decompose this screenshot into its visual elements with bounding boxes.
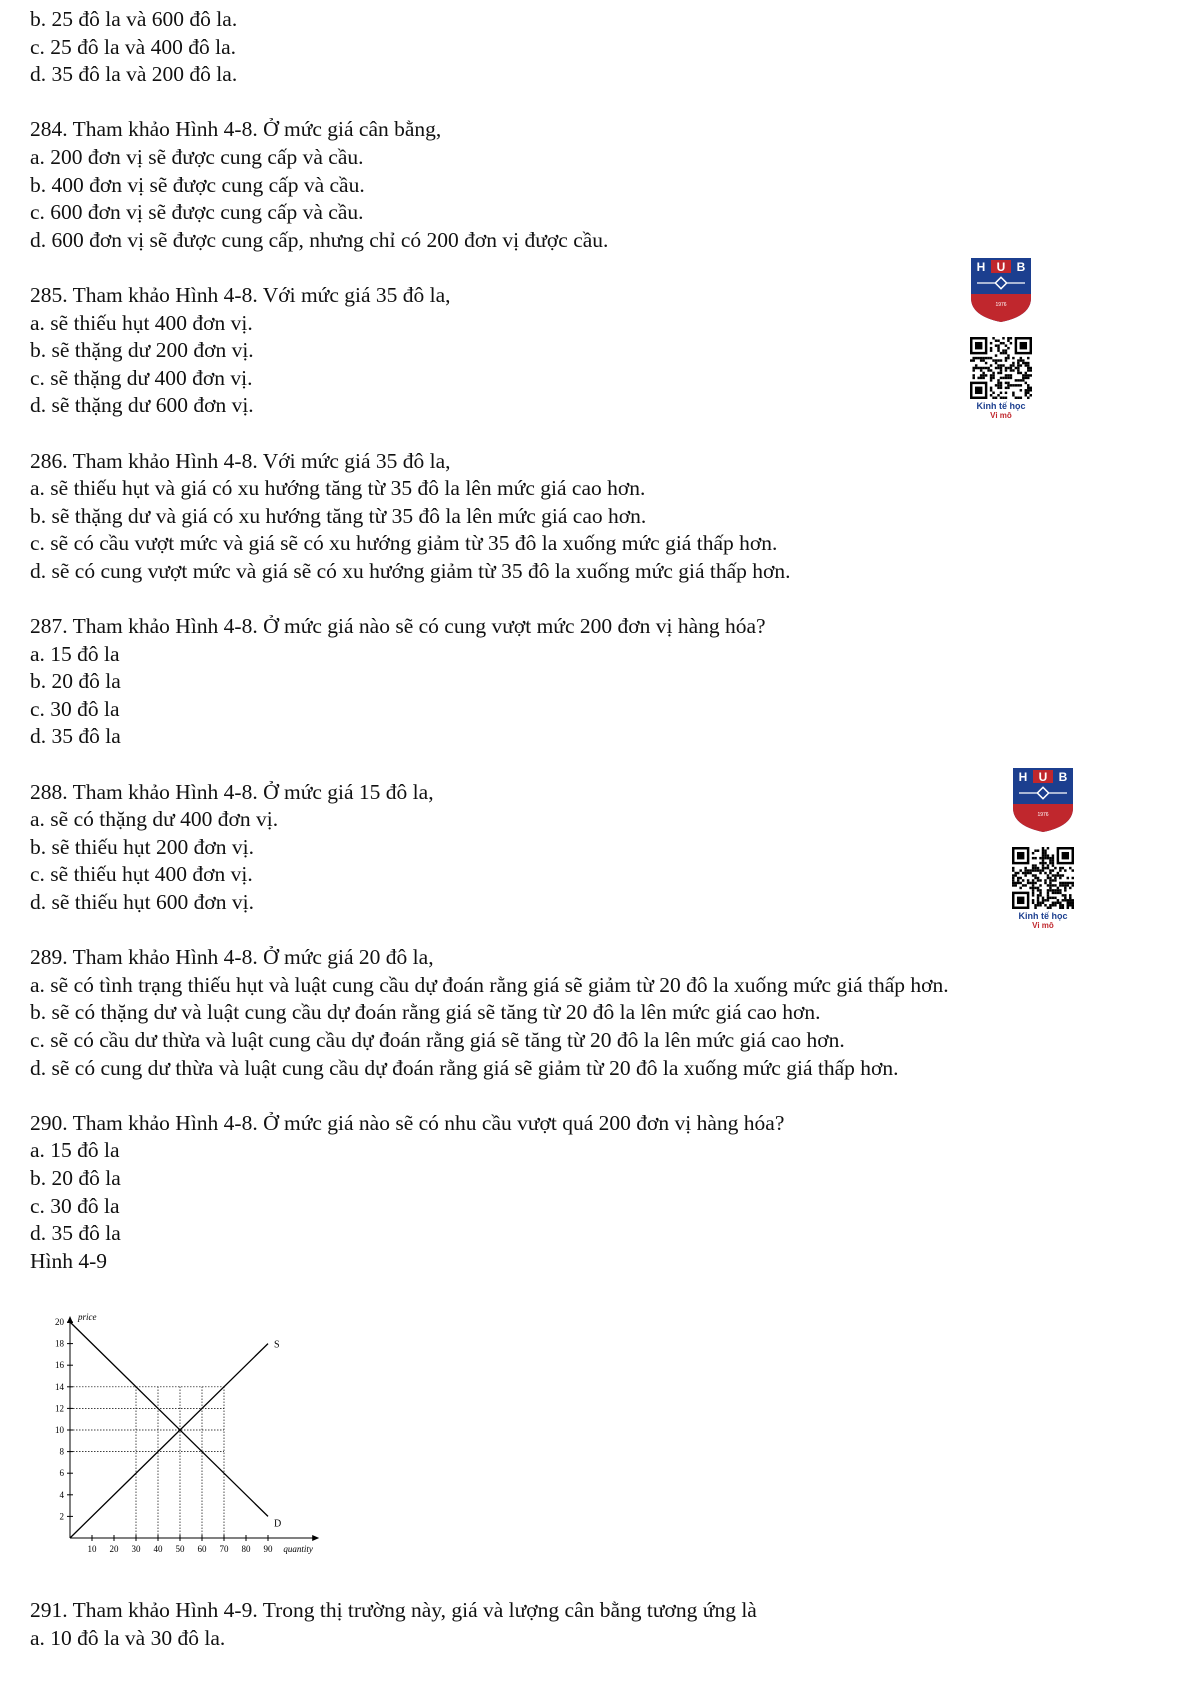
question-stem: 286. Tham khảo Hình 4-8. Với mức giá 35 đô la, <box>30 448 451 473</box>
x-tick-label: 60 <box>197 1544 207 1554</box>
y-tick-label: 16 <box>55 1360 64 1371</box>
question-stem: 291. Tham khảo Hình 4-9. Trong thị trường này, giá và lượng cân bằng tương ứng là <box>30 1598 757 1622</box>
hub-badge <box>1008 764 1078 931</box>
badge-letter-1: H <box>976 260 986 274</box>
figure-4-9-chart <box>40 1308 360 1588</box>
question-stem: 285. Tham khảo Hình 4-8. Với mức giá 35 đô la, <box>30 282 451 307</box>
badge-letter-2: U <box>1038 770 1048 784</box>
x-tick-label: 80 <box>241 1544 251 1554</box>
badge-letter-3: B <box>1016 260 1026 274</box>
figure-caption: Hình 4-9 <box>30 1248 108 1273</box>
badge-caption-title: Kinh tế học <box>976 401 1026 411</box>
y-tick-label: 14 <box>55 1381 64 1392</box>
answer-option: c. 30 đô la <box>30 1193 120 1218</box>
answer-option: a. sẽ thiếu hụt 400 đơn vị. <box>30 310 253 335</box>
qr-code <box>1012 847 1074 909</box>
blank-line <box>30 751 1090 779</box>
blank-line <box>30 917 1090 945</box>
answer-option: a. 10 đô la và 30 đô la. <box>30 1625 226 1650</box>
answer-option: c. 30 đô la <box>30 696 120 721</box>
badge-year: 1976 <box>995 302 1007 308</box>
y-tick-label: 4 <box>59 1489 64 1500</box>
y-tick-label: 18 <box>55 1338 64 1349</box>
answer-option: b. 25 đô la và 600 đô la. <box>30 7 238 31</box>
y-tick-label: 6 <box>59 1468 64 1479</box>
badge-caption-title: Kinh tế học <box>1018 911 1068 921</box>
x-axis-arrow <box>312 1535 319 1541</box>
answer-option: d. sẽ có cung vượt mức và giá sẽ có xu hướng giảm từ 35 đô la xuống mức giá thấp hơn. <box>30 558 791 583</box>
blank-line <box>30 89 1090 117</box>
blank-line <box>30 420 1090 448</box>
blank-line <box>30 1082 1090 1110</box>
answer-option: c. sẽ thiếu hụt 400 đơn vị. <box>30 862 253 887</box>
question-stem: 290. Tham khảo Hình 4-8. Ở mức giá nào sẽ có nhu cầu vượt quá 200 đơn vị hàng hóa? <box>30 1110 785 1135</box>
answer-option: a. sẽ có tình trạng thiếu hụt và luật cung cầu dự đoán rằng giá sẽ giảm từ 20 đô la xuống mức giá thấp hơn. <box>30 972 949 997</box>
x-tick-label: 10 <box>87 1544 97 1554</box>
answer-option: a. sẽ có thặng dư 400 đơn vị. <box>30 807 279 832</box>
x-tick-label: 50 <box>175 1544 185 1554</box>
hub-shield-logo <box>969 254 1033 324</box>
badge-year: 1976 <box>1037 812 1049 818</box>
question-stem: 289. Tham khảo Hình 4-8. Ở mức giá 20 đô la, <box>30 945 434 970</box>
blank-line <box>30 585 1090 613</box>
answer-option: a. 200 đơn vị sẽ được cung cấp và cầu. <box>30 144 364 169</box>
y-tick-label: 8 <box>59 1446 64 1457</box>
answer-option: c. 600 đơn vị sẽ được cung cấp và cầu. <box>30 200 364 225</box>
answer-option: b. sẽ thiếu hụt 200 đơn vị. <box>30 834 254 859</box>
answer-option: c. sẽ có cầu dư thừa và luật cung cầu dự đoán rằng giá sẽ tăng từ 20 đô la lên mức giá cao hơn. <box>30 1027 845 1052</box>
answer-option: b. sẽ có thặng dư và luật cung cầu dự đoán rằng giá sẽ tăng từ 20 đô la lên mức giá cao hơn. <box>30 1000 821 1025</box>
answer-option: d. sẽ có cung dư thừa và luật cung cầu dự đoán rằng giá sẽ giảm từ 20 đô la xuống mức giá thấp hơn. <box>30 1055 899 1080</box>
question-stem: 287. Tham khảo Hình 4-8. Ở mức giá nào sẽ có cung vượt mức 200 đơn vị hàng hóa? <box>30 614 766 639</box>
supply-line <box>70 1344 268 1538</box>
answer-option: a. sẽ thiếu hụt và giá có xu hướng tăng từ 35 đô la lên mức giá cao hơn. <box>30 476 646 501</box>
supply-label: S <box>274 1339 280 1351</box>
hub-badge <box>966 254 1036 421</box>
answer-option: b. sẽ thặng dư và giá có xu hướng tăng từ 35 đô la lên mức giá cao hơn. <box>30 503 647 528</box>
answer-option: c. sẽ có cầu vượt mức và giá sẽ có xu hướng giảm từ 35 đô la xuống mức giá thấp hơn. <box>30 531 778 556</box>
answer-option: c. sẽ thặng dư 400 đơn vị. <box>30 365 253 390</box>
answer-option: b. 20 đô la <box>30 1165 121 1190</box>
demand-label: D <box>274 1518 282 1530</box>
badge-caption-subtitle: Vi mô <box>1032 921 1054 930</box>
answer-option: d. sẽ thiếu hụt 600 đơn vị. <box>30 890 254 914</box>
x-tick-label: 90 <box>263 1544 273 1554</box>
question-stem: 284. Tham khảo Hình 4-8. Ở mức giá cân bằng, <box>30 117 442 142</box>
badge-letter-3: B <box>1058 770 1068 784</box>
x-tick-label: 30 <box>131 1544 141 1554</box>
y-axis-label: price <box>78 1312 97 1322</box>
answer-option: b. 20 đô la <box>30 669 121 694</box>
x-tick-label: 70 <box>219 1544 229 1554</box>
badge-caption-subtitle: Vi mô <box>990 411 1012 420</box>
badge-letter-1: H <box>1018 770 1028 784</box>
y-tick-label: 20 <box>55 1317 64 1327</box>
badge-letter-2: U <box>996 260 1006 274</box>
answer-option: c. 25 đô la và 400 đô la. <box>30 34 236 59</box>
x-axis-label: quantity <box>283 1544 313 1554</box>
blank-line <box>30 254 1090 282</box>
y-tick-label: 12 <box>55 1403 64 1414</box>
answer-option: d. 35 đô la và 200 đô la. <box>30 62 238 87</box>
hub-shield-logo <box>1011 764 1075 834</box>
answer-option: b. 400 đơn vị sẽ được cung cấp và cầu. <box>30 172 365 197</box>
answer-option: d. 35 đô la <box>30 1221 121 1246</box>
answer-option: d. sẽ thặng dư 600 đơn vị. <box>30 393 254 418</box>
answer-option: d. 600 đơn vị sẽ được cung cấp, nhưng chỉ có 200 đơn vị được cầu. <box>30 227 609 252</box>
qr-code <box>970 337 1032 399</box>
answer-option: b. sẽ thặng dư 200 đơn vị. <box>30 338 254 363</box>
answer-option: d. 35 đô la <box>30 724 121 749</box>
answer-option: a. 15 đô la <box>30 641 120 666</box>
y-tick-label: 2 <box>59 1511 64 1522</box>
answer-option: a. 15 đô la <box>30 1138 120 1163</box>
y-tick-label: 10 <box>55 1425 64 1435</box>
x-tick-label: 40 <box>153 1544 163 1554</box>
x-tick-label: 20 <box>109 1544 119 1554</box>
document-body <box>30 6 1090 1275</box>
demand-line <box>70 1322 268 1516</box>
document-body-after-chart <box>30 1597 1090 1652</box>
question-stem: 288. Tham khảo Hình 4-8. Ở mức giá 15 đô la, <box>30 779 434 804</box>
